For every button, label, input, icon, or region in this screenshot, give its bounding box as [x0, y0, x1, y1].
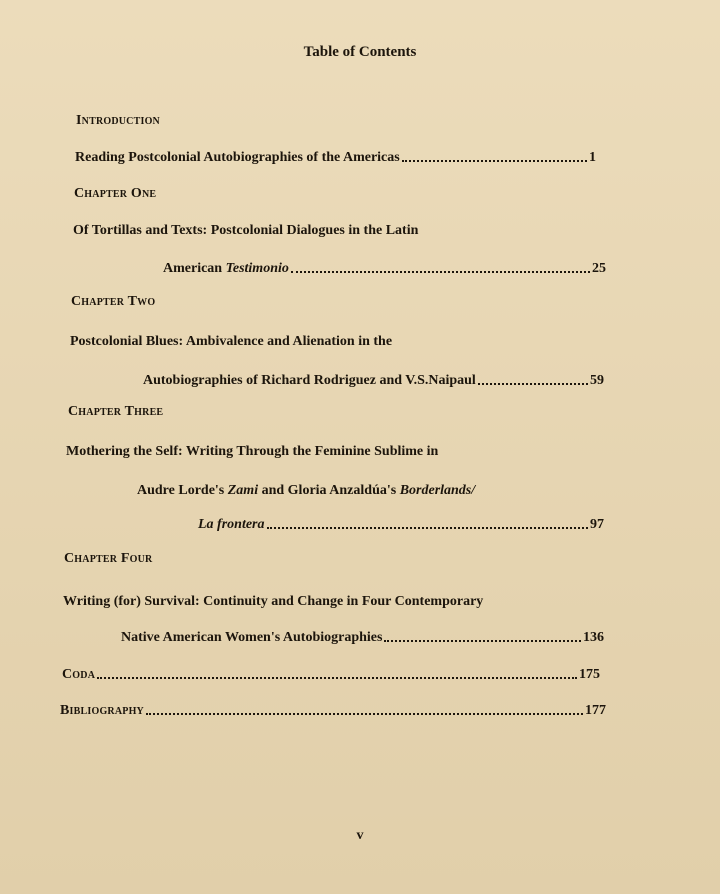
page-ref: 25 — [592, 261, 606, 276]
entry-line-chapter-one-1: Of Tortillas and Texts: Postcolonial Dialogues in the Latin — [73, 223, 419, 238]
entry-title: La frontera — [198, 517, 265, 532]
entry-title: American Testimonio — [163, 261, 289, 276]
dot-leader — [402, 160, 587, 162]
section-heading-chapter-one: Chapter One — [74, 186, 157, 201]
section-heading-chapter-three: Chapter Three — [68, 404, 164, 419]
entry-line-chapter-four-1: Writing (for) Survival: Continuity and Change in Four Contemporary — [63, 594, 484, 609]
toc-entry-chapter-two — [143, 373, 604, 389]
dot-leader — [478, 383, 588, 385]
toc-entry-bibliography — [60, 703, 606, 719]
section-heading-introduction: Introduction — [76, 113, 160, 128]
toc-entry-coda — [62, 667, 600, 683]
page-ref: 177 — [585, 703, 606, 718]
entry-line-chapter-three-2: Audre Lorde's Zami and Gloria Anzaldúa's Borderlands/ — [137, 483, 476, 498]
page-ref: 97 — [590, 517, 604, 532]
entry-line-chapter-two-1: Postcolonial Blues: Ambivalence and Alienation in the — [70, 334, 393, 349]
toc-entry-introduction — [75, 150, 596, 166]
dot-leader — [291, 271, 590, 273]
entry-title: Autobiographies of Richard Rodriguez and V.S.Naipaul — [143, 373, 476, 388]
entry-title: Reading Postcolonial Autobiographies of the Americas — [75, 150, 400, 165]
dot-leader — [146, 713, 583, 715]
section-heading-chapter-four: Chapter Four — [64, 551, 153, 566]
toc-entry-chapter-four — [121, 630, 604, 646]
dot-leader — [97, 677, 577, 679]
page-ref: 136 — [583, 630, 604, 645]
page-ref: 175 — [579, 667, 600, 682]
page-number: v — [356, 828, 364, 843]
toc-entry-chapter-one — [163, 261, 606, 277]
page-ref: 59 — [590, 373, 604, 388]
entry-title: Bibliography — [60, 703, 144, 718]
toc-entry-chapter-three — [198, 517, 604, 533]
entry-title: Native American Women's Autobiographies — [121, 630, 383, 645]
section-heading-chapter-two: Chapter Two — [71, 294, 156, 309]
page-title: Table of Contents — [303, 44, 417, 60]
entry-title: Coda — [62, 667, 96, 682]
entry-line-chapter-three-1: Mothering the Self: Writing Through the Feminine Sublime in — [66, 444, 439, 459]
dot-leader — [384, 640, 581, 642]
page-ref: 1 — [589, 150, 596, 165]
dot-leader — [267, 527, 589, 529]
